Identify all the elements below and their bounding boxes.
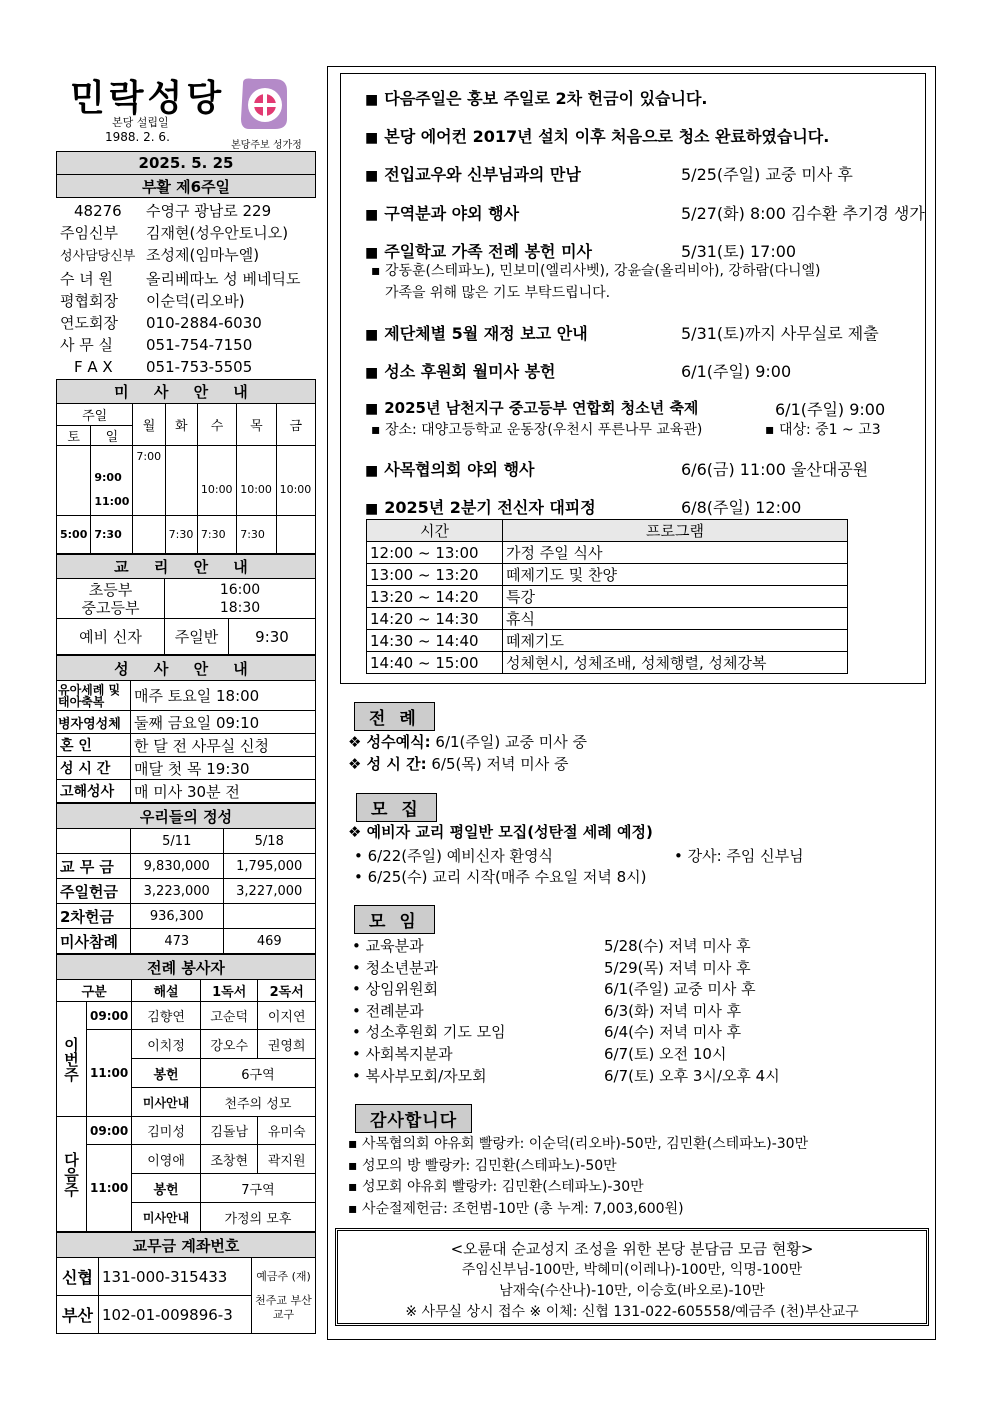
- fund-box: [335, 1228, 929, 1326]
- meeting-date: 6/1(주일) 교중 미사 후: [604, 980, 756, 998]
- server-name: 김돌남: [200, 1117, 258, 1145]
- retreat-time: 14:40 ~ 15:00: [367, 652, 503, 674]
- retreat-program: 떼제기도: [503, 630, 848, 652]
- patron-label: 본당주보 성가정: [231, 140, 302, 151]
- church-logo-icon: [235, 75, 293, 131]
- offering-value: [223, 904, 316, 929]
- notice-sub: ▪ 대상: 중1 ~ 고3: [765, 422, 881, 438]
- account-number: 131-000-315433: [99, 1258, 252, 1296]
- contact-row: F A X 051-753-5505: [74, 358, 253, 376]
- retreat-header: 시간: [367, 520, 503, 542]
- servers-title: 전례 봉사자: [57, 955, 316, 980]
- notice-date: 6/1(주일) 9:00: [775, 400, 886, 419]
- retreat-time: 13:20 ~ 14:20: [367, 586, 503, 608]
- this-week-label: 이번주: [57, 1002, 87, 1117]
- time-label: 11:00: [87, 1145, 132, 1232]
- thanks-item: ▪ 사목협의회 야유회 빨랑카: 이순덕(리오바)-50만, 김민환(스테파노)-30만: [348, 1136, 809, 1152]
- notice-date: 5/31(토)까지 사무실로 제출: [681, 324, 879, 343]
- fund-line: 남재숙(수산나)-10만, 이승호(바오로)-10만: [499, 1283, 765, 1299]
- left-column: [56, 151, 316, 1334]
- day-wed: 수: [197, 404, 236, 446]
- fund-title: <오륜대 순교성지 조성을 위한 본당 분담금 모금 현황>: [450, 1240, 814, 1258]
- thanks-item: ▪ 성모의 방 빨랑카: 김민환(스테파노)-50만: [348, 1158, 617, 1174]
- bonghun-value: 6구역: [200, 1059, 315, 1088]
- server-name: 조창현: [200, 1145, 258, 1174]
- wed-pm-time: 7:30: [197, 516, 236, 554]
- offering-value: 473: [131, 929, 224, 954]
- wed-am-time: 10:00: [197, 446, 236, 516]
- contact-list: [56, 198, 316, 378]
- fund-line: ※ 사무실 상시 접수 ※ 이체: 신협 131-022-605558/예금주 (천)부산교구: [405, 1304, 859, 1320]
- offering-label: 2차헌금: [57, 904, 131, 929]
- contact-row: 수 녀 원 올리베따노 성 베네딕도: [60, 270, 301, 288]
- offering-date: 5/18: [223, 829, 316, 854]
- contact-row: 연도회장 010-2884-6030: [60, 314, 262, 332]
- notice-item: ■ 본당 에어컨 2017년 설치 이후 처음으로 청소 완료하였습니다.: [365, 127, 830, 146]
- class-label: 주일반: [165, 619, 229, 655]
- notice-date: 6/8(주일) 12:00: [681, 498, 802, 517]
- sacrament-value: 매주 토요일 18:00: [131, 681, 316, 711]
- guide-label: 미사안내: [132, 1088, 201, 1117]
- sacrament-label: 유아세례 및 태아축복: [57, 681, 131, 711]
- notice-item: ■ 구역분과 야외 행사: [365, 204, 520, 223]
- day-sun: 일: [91, 426, 133, 446]
- recruit-item: • 6/25(수) 교리 시작(매주 수요일 저녁 8시): [354, 868, 647, 886]
- day-sat: 토: [57, 426, 91, 446]
- sun-pm-time: 7:30: [91, 516, 133, 554]
- sacraments-title: 성 사 안 내: [57, 656, 316, 681]
- thanks-item: ▪ 성모회 야유회 빨랑카: 김민환(스테파노)-30만: [348, 1179, 644, 1195]
- retreat-time: 14:20 ~ 14:30: [367, 608, 503, 630]
- liturgical-season: 부활 제6주일: [57, 175, 316, 198]
- bonghun-value: 7구역: [200, 1174, 315, 1203]
- notice-date: 5/31(토) 17:00: [681, 242, 797, 261]
- meeting-name: • 교육분과: [352, 937, 424, 955]
- guide-value: 가정의 모후: [200, 1203, 315, 1232]
- meeting-name: • 사회복지분과: [352, 1045, 453, 1063]
- server-name: 김향연: [132, 1002, 201, 1030]
- thu-am-time: 10:00: [237, 446, 276, 516]
- notice-date: 5/27(화) 8:00 김수환 추기경 생가: [681, 204, 925, 223]
- sacrament-value: 매달 첫 목 19:30: [131, 757, 316, 780]
- retreat-program: 특강: [503, 586, 848, 608]
- meeting-date: 6/4(수) 저녁 미사 후: [604, 1023, 742, 1041]
- fri-am-time: 10:00: [276, 446, 315, 516]
- server-name: 강오수: [200, 1030, 258, 1059]
- day-fri: 금: [276, 404, 315, 446]
- meeting-date: 6/7(토) 오후 3시/오후 4시: [604, 1067, 780, 1085]
- retreat-program: 성체현시, 성체조배, 성체행렬, 성체강복: [503, 652, 848, 674]
- retreat-time: 13:00 ~ 13:20: [367, 564, 503, 586]
- notice-item: ■ 주일학교 가족 전례 봉헌 미사: [365, 242, 592, 261]
- sat-pm-time: 5:00: [57, 516, 91, 554]
- mass-title: 미 사 안 내: [57, 380, 316, 404]
- offering-value: 9,830,000: [131, 854, 224, 879]
- church-title: 민락성당: [70, 77, 226, 119]
- doctrine-title: 교 리 안 내: [57, 555, 316, 579]
- server-name: 이지연: [258, 1002, 316, 1030]
- server-name: 이치정: [132, 1030, 201, 1059]
- doctrine-times: 16:00 18:30: [165, 579, 316, 619]
- guide-label: 미사안내: [132, 1203, 201, 1232]
- server-name: 곽지원: [258, 1145, 316, 1174]
- offering-label: 미사참례: [57, 929, 131, 954]
- meeting-name: • 상임위원회: [352, 980, 439, 998]
- offering-value: 3,227,000: [223, 879, 316, 904]
- offering-date: 5/11: [131, 829, 224, 854]
- day-thu: 목: [237, 404, 276, 446]
- announcements-box: [340, 73, 926, 684]
- retreat-table: [366, 519, 848, 674]
- doctrine-table: [56, 554, 316, 655]
- recruit-tag: 모 집: [356, 793, 437, 822]
- meeting-date: 5/28(수) 저녁 미사 후: [604, 937, 751, 955]
- liturgy-item: ❖ 성 시 간: 6/5(목) 저녁 미사 중: [348, 755, 569, 773]
- server-name: 권영희: [258, 1030, 316, 1059]
- recruit-item: • 6/22(주일) 예비신자 환영식: [354, 847, 553, 865]
- notice-date: 6/6(금) 11:00 울산대공원: [681, 460, 869, 479]
- retreat-time: 14:30 ~ 14:40: [367, 630, 503, 652]
- fund-line: 주임신부님-100만, 박혜미(이레나)-100만, 익명-100만: [461, 1262, 803, 1278]
- time-label: 09:00: [87, 1002, 132, 1030]
- account-holder: 예금주 (재) 천주교 부산교구: [252, 1258, 316, 1334]
- founded-label: 본당 설립일: [112, 116, 169, 129]
- retreat-program: 가정 주일 식사: [503, 542, 848, 564]
- thu-pm-time: 7:30: [237, 516, 276, 554]
- time-label: 11:00: [87, 1030, 132, 1117]
- doctrine-groups: 초등부 중고등부: [57, 579, 165, 619]
- notice-sub: 가족을 위해 많은 기도 부탁드립니다.: [385, 285, 611, 301]
- server-name: 이영애: [132, 1145, 201, 1174]
- contact-row: 주임신부 김재현(성우안토니오): [60, 224, 289, 242]
- sacrament-label: 고해성사: [57, 780, 131, 803]
- meeting-date: 6/3(화) 저녁 미사 후: [604, 1002, 742, 1020]
- account-number: 102-01-009896-3: [99, 1296, 252, 1334]
- server-name: 고순덕: [200, 1002, 258, 1030]
- guide-value: 천주의 성모: [200, 1088, 315, 1117]
- liturgy-tag: 전 례: [354, 702, 435, 731]
- contact-row: 성사담당신부 조성제(임마누엘): [60, 246, 260, 264]
- col-header: 해설: [132, 980, 201, 1002]
- founded-date: 1988. 2. 6.: [105, 130, 170, 144]
- servers-table: [56, 954, 316, 1232]
- notice-item: ■ 전입교우와 신부님과의 만남: [365, 165, 581, 184]
- offering-value: 1,795,000: [223, 854, 316, 879]
- account-title: 교무금 계좌번호: [57, 1233, 316, 1258]
- sacrament-label: 혼 인: [57, 734, 131, 757]
- sacraments-table: [56, 655, 316, 803]
- offering-value: 936,300: [131, 904, 224, 929]
- time-label: 09:00: [87, 1117, 132, 1145]
- sacrament-label: 성 시 간: [57, 757, 131, 780]
- meeting-name: • 성소후원회 기도 모임: [352, 1023, 506, 1041]
- next-week-label: 다음주: [57, 1117, 87, 1232]
- retreat-program: 휴식: [503, 608, 848, 630]
- recruit-item: • 강사: 주임 신부님: [674, 847, 804, 865]
- offering-title: 우리들의 정성: [57, 804, 316, 829]
- day-tue: 화: [165, 404, 197, 446]
- recruit-title: ❖ 예비자 교리 평일반 모집(성탄절 세례 예정): [348, 823, 653, 841]
- server-name: 김미성: [132, 1117, 201, 1145]
- liturgy-item: ❖ 성수예식: 6/1(주일) 교중 미사 중: [348, 733, 587, 751]
- mass-table: [56, 379, 316, 554]
- sacrament-value: 둘째 금요일 09:10: [131, 711, 316, 734]
- col-header: 1독서: [200, 980, 258, 1002]
- notice-item: ■ 다음주일은 홍보 주일로 2차 헌금이 있습니다.: [365, 89, 708, 108]
- notice-item: ■ 제단체별 5월 재정 보고 안내: [365, 324, 588, 343]
- mon-time: 7:00: [133, 446, 165, 516]
- meeting-name: • 청소년분과: [352, 959, 439, 977]
- meeting-name: • 전례분과: [352, 1002, 424, 1020]
- retreat-header: 프로그램: [503, 520, 848, 542]
- notice-date: 6/1(주일) 9:00: [681, 362, 792, 381]
- server-name: 유미숙: [258, 1117, 316, 1145]
- notice-date: 5/25(주일) 교중 미사 후: [681, 165, 853, 184]
- notice-item: ■ 사목협의회 야외 행사: [365, 460, 535, 479]
- contact-row: 사 무 실 051-754-7150: [60, 336, 253, 354]
- contact-row: 평협회장 이순덕(리오바): [60, 292, 245, 310]
- meetings-tag: 모 임: [354, 905, 435, 934]
- bulletin-date: 2025. 5. 25: [57, 152, 316, 175]
- thanks-item: ▪ 사순절제헌금: 조헌범-10만 (총 누계: 7,003,600원): [348, 1201, 684, 1217]
- bonghun-label: 봉헌: [132, 1174, 201, 1203]
- offering-label: 주일헌금: [57, 879, 131, 904]
- contact-row: 48276 수영구 광남로 229: [74, 202, 272, 220]
- bank-name: 부산: [57, 1296, 99, 1334]
- col-header: 2독서: [258, 980, 316, 1002]
- offering-value: 469: [223, 929, 316, 954]
- thanks-tag: 감사합니다: [355, 1104, 472, 1133]
- tue-pm-time: 7:30: [165, 516, 197, 554]
- date-box: [56, 151, 316, 198]
- sunday-am-times: 9:00 11:00: [91, 446, 133, 516]
- account-table: [56, 1232, 316, 1334]
- offering-table: [56, 803, 316, 954]
- meeting-date: 6/7(토) 오전 10시: [604, 1045, 727, 1063]
- retreat-time: 12:00 ~ 13:00: [367, 542, 503, 564]
- notice-sub: ▪ 강동훈(스테파노), 민보미(엘리사벳), 강윤슬(올리비아), 강하람(다니엘): [371, 263, 821, 279]
- notice-sub: ▪ 장소: 대양고등학교 운동장(우천시 푸른나무 교육관): [371, 422, 703, 438]
- sacrament-value: 한 달 전 사무실 신청: [131, 734, 316, 757]
- notice-item: ■ 2025년 2분기 전신자 대피정: [365, 498, 596, 517]
- meeting-date: 5/29(목) 저녁 미사 후: [604, 959, 751, 977]
- meeting-name: • 복사부모회/자모회: [352, 1067, 487, 1085]
- day-mon: 월: [133, 404, 165, 446]
- col-header: 구분: [57, 980, 132, 1002]
- offering-value: 3,223,000: [131, 879, 224, 904]
- offering-label: 교 무 금: [57, 854, 131, 879]
- class-time: 9:30: [229, 619, 316, 655]
- notice-item: ■ 2025년 남천지구 중고등부 연합회 청소년 축제: [365, 399, 699, 417]
- bonghun-label: 봉헌: [132, 1059, 201, 1088]
- sacrament-label: 병자영성체: [57, 711, 131, 734]
- notice-item: ■ 성소 후원회 월미사 봉헌: [365, 362, 556, 381]
- bank-name: 신협: [57, 1258, 99, 1296]
- catechumen-label: 예비 신자: [57, 619, 165, 655]
- sacrament-value: 매 미사 30분 전: [131, 780, 316, 803]
- retreat-program: 떼제기도 및 찬양: [503, 564, 848, 586]
- sunday-header: 주일: [57, 404, 133, 426]
